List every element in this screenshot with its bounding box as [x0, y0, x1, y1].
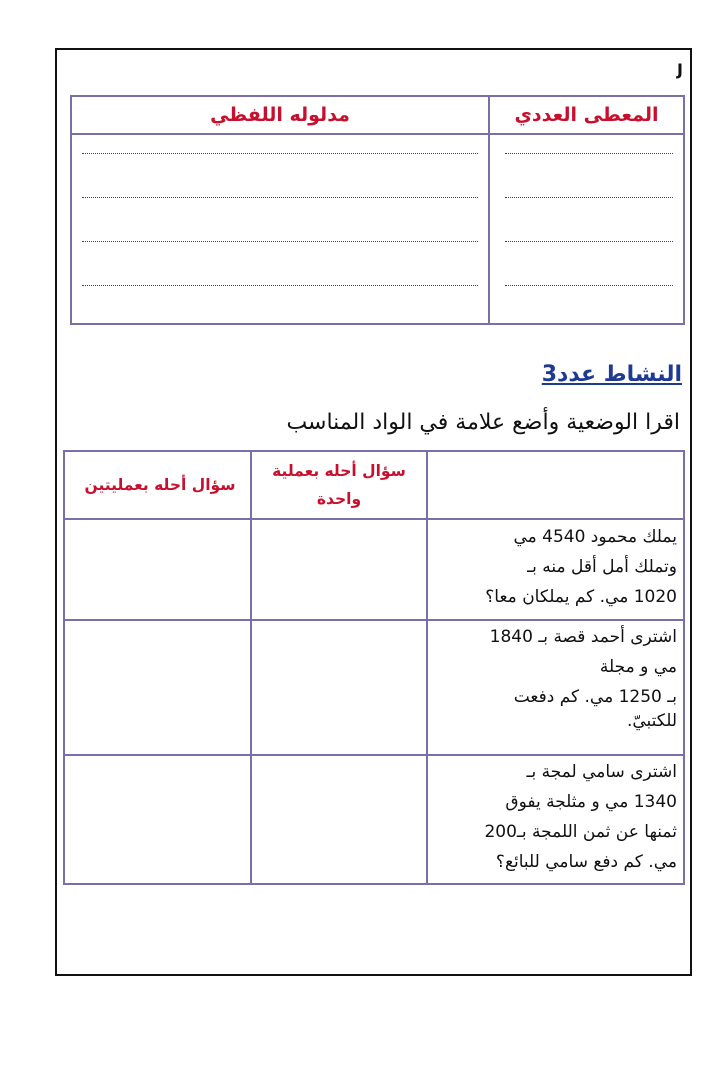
answer-cell-one-op[interactable]: [252, 520, 426, 619]
activity-title: النشاط عدد3: [541, 362, 682, 387]
problem-1: [427, 522, 677, 612]
problem-line: وتملك أمل أقل منه بـ: [527, 557, 677, 577]
problem-line: اشترى سامي لمجة بـ: [526, 762, 677, 782]
answer-cell-two-ops[interactable]: [65, 621, 250, 754]
answer-line[interactable]: [505, 197, 673, 198]
header-numeric: المعطى العددي: [514, 104, 659, 126]
answer-line[interactable]: [505, 153, 673, 154]
problem-line: يملك محمود 4540 مي: [513, 527, 677, 547]
problem-line: 1340 مي و مثلجة يفوق: [505, 792, 677, 812]
numeric-verbal-table: [70, 95, 685, 325]
problems-table: [63, 450, 685, 885]
activity-instruction: اقرا الوضعية وأضع علامة في الواد المناسب: [286, 410, 680, 435]
problem-line: للكتبيّ.: [626, 711, 677, 731]
answer-line[interactable]: [82, 197, 478, 198]
header-two-operations: سؤال أحله بعمليتين: [84, 476, 236, 494]
corner-mark: J: [677, 60, 683, 79]
problem-2: [427, 622, 677, 730]
answer-cell-one-op[interactable]: [252, 621, 426, 754]
problem-line: مي و مجلة: [599, 657, 677, 677]
answer-line[interactable]: [82, 153, 478, 154]
problem-line: 1020 مي. كم يملكان معا؟: [485, 587, 677, 607]
answer-line[interactable]: [82, 241, 478, 242]
header-verbal: مدلوله اللفظي: [210, 104, 350, 126]
answer-cell-two-ops[interactable]: [65, 756, 250, 885]
problem-3: [427, 757, 677, 877]
answer-line[interactable]: [82, 285, 478, 286]
header-one-operation: سؤال أحله بعملية واحدة: [272, 462, 406, 508]
problem-line: بـ 1250 مي. كم دفعت: [513, 687, 677, 707]
answer-cell-one-op[interactable]: [252, 756, 426, 885]
answer-line[interactable]: [505, 285, 673, 286]
answer-cell-two-ops[interactable]: [65, 520, 250, 619]
problem-line: ثمنها عن ثمن اللمجة بـ200: [484, 822, 677, 842]
problem-line: اشترى أحمد قصة بـ 1840: [489, 627, 677, 647]
problem-line: مي. كم دفع سامي للبائع؟: [495, 852, 677, 872]
answer-line[interactable]: [505, 241, 673, 242]
